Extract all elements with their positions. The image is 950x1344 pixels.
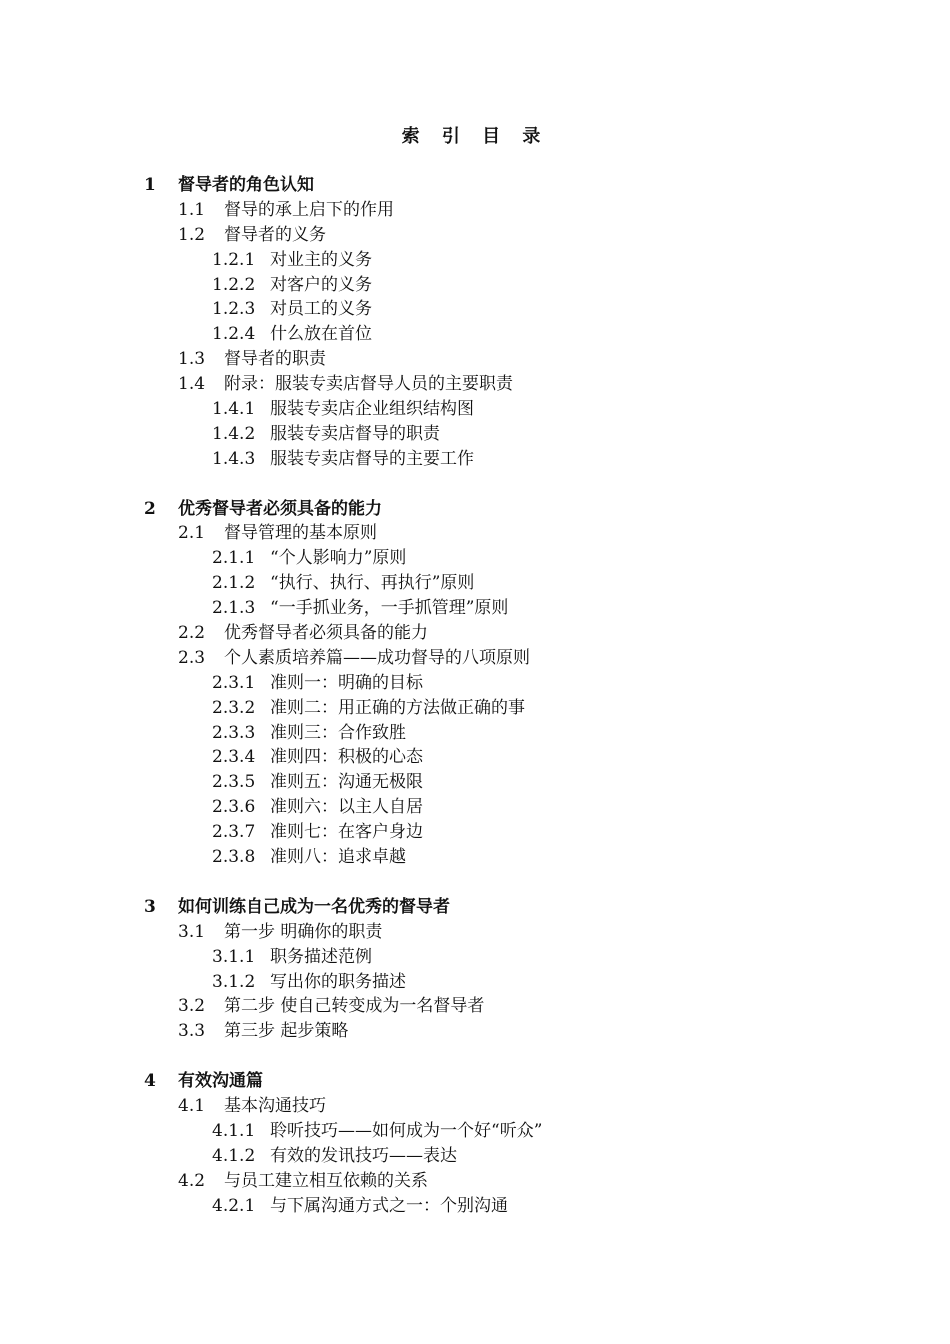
toc-entry-title: 准则二：用正确的方法做正确的事 — [270, 697, 525, 718]
toc-entry-title: 如何训练自己成为一名优秀的督导者 — [178, 896, 450, 917]
toc-entry-title: 准则四：积极的心态 — [270, 747, 423, 768]
toc-subsection — [0, 273, 950, 298]
toc-entry-number: 1.2.4 — [212, 324, 256, 345]
toc-entry-title: 督导者的义务 — [224, 224, 326, 245]
toc-entry-title: 准则七：在客户身边 — [270, 822, 423, 843]
toc-entry-title: 与下属沟通方式之一：个别沟通 — [270, 1195, 508, 1216]
toc-entry-title: 优秀督导者必须具备的能力 — [178, 498, 382, 519]
toc-entry-title: 督导者的角色认知 — [178, 175, 314, 195]
toc-entry-title: 对业主的义务 — [270, 249, 372, 270]
toc-entry-number: 1.2.1 — [212, 249, 256, 270]
toc-entry-title: 第三步 起步策略 — [224, 1021, 349, 1042]
toc-section — [0, 621, 950, 646]
toc-entry-title: “个人影响力”原则 — [270, 548, 407, 569]
toc-entry-number: 2 — [144, 498, 156, 519]
toc-entry-number: 1.4.2 — [212, 423, 256, 444]
toc-chapter — [0, 497, 950, 522]
toc-section — [0, 994, 950, 1019]
toc-entry-number: 4.2 — [178, 1170, 206, 1191]
toc-section — [0, 347, 950, 372]
toc-entry-title: 督导的承上启下的作用 — [224, 199, 394, 220]
toc-entry-title: 督导者的职责 — [224, 349, 326, 370]
toc-entry-number: 3.1.2 — [212, 971, 256, 992]
toc-entry-title: 服装专卖店督导的主要工作 — [270, 448, 474, 469]
toc-entry-number: 1.2 — [178, 224, 206, 245]
toc-subsection — [0, 546, 950, 571]
toc-entry-title: 职务描述范例 — [270, 946, 372, 967]
toc-entry-number: 3.2 — [178, 996, 206, 1017]
toc-entry-title: “执行、执行、再执行”原则 — [270, 573, 475, 594]
toc-section — [0, 920, 950, 945]
toc-entry-title: 有效的发讯技巧——表达 — [270, 1145, 457, 1166]
toc-entry-title: 第二步 使自己转变成为一名督导者 — [224, 996, 485, 1017]
toc-entry-title: 写出你的职务描述 — [270, 971, 406, 992]
toc-entry-number: 1 — [144, 175, 156, 195]
toc-entry-number: 2.3.4 — [212, 747, 256, 768]
toc-subsection — [0, 770, 950, 795]
toc-entry-number: 2.3.7 — [212, 822, 256, 843]
toc-entry-title: 服装专卖店企业组织结构图 — [270, 399, 474, 420]
toc-entry-number: 3.1 — [178, 921, 206, 942]
toc-entry-title: 第一步 明确你的职责 — [224, 921, 383, 942]
toc-entry-number: 1.4 — [178, 374, 206, 395]
toc-entry-number: 3.1.1 — [212, 946, 256, 967]
toc-section — [0, 1019, 950, 1044]
toc-entry-title: 什么放在首位 — [270, 324, 372, 345]
toc-subsection — [0, 447, 950, 472]
toc-entry-number: 3 — [144, 896, 156, 917]
toc-entry-number: 2.3.2 — [212, 697, 256, 718]
toc-entry-title: 准则六：以主人自居 — [270, 797, 423, 818]
toc-entry-number: 1.2.2 — [212, 274, 256, 295]
toc-chapter — [0, 895, 950, 920]
toc-entry-number: 4.1.1 — [212, 1120, 256, 1141]
toc-chapter — [0, 173, 950, 198]
toc-subsection — [0, 1194, 950, 1219]
toc-entry-title: 与员工建立相互依赖的关系 — [224, 1170, 428, 1191]
toc-entry-title: 个人素质培养篇——成功督导的八项原则 — [224, 647, 530, 668]
toc-subsection — [0, 248, 950, 273]
toc-subsection — [0, 596, 950, 621]
toc-entry-title: 对员工的义务 — [270, 299, 372, 320]
toc-subsection — [0, 397, 950, 422]
toc-entry-title: “一手抓业务，一手抓管理”原则 — [270, 598, 509, 619]
toc-entry-number: 1.2.3 — [212, 299, 256, 320]
toc-chapter — [0, 1069, 950, 1094]
toc-entry-title: 服装专卖店督导的职责 — [270, 423, 440, 444]
toc-entry-number: 1.4.1 — [212, 399, 256, 420]
toc-entry-number: 2.1.1 — [212, 548, 256, 569]
toc-section — [0, 646, 950, 671]
toc-section — [0, 372, 950, 397]
toc-subsection — [0, 1144, 950, 1169]
toc-subsection — [0, 820, 950, 845]
toc-subsection — [0, 945, 950, 970]
toc-entry-number: 2.1.3 — [212, 598, 256, 619]
toc-entry-title: 督导管理的基本原则 — [224, 523, 377, 544]
toc-entry-number: 1.3 — [178, 349, 206, 370]
toc-entry-number: 4.1 — [178, 1095, 206, 1116]
toc-entry-number: 2.3.1 — [212, 672, 256, 693]
toc-section — [0, 198, 950, 223]
toc-entry-title: 基本沟通技巧 — [224, 1095, 326, 1116]
toc-subsection — [0, 322, 950, 347]
toc-entry-title: 准则一：明确的目标 — [270, 672, 423, 693]
toc-entry-title: 有效沟通篇 — [178, 1071, 263, 1092]
toc-subsection — [0, 1119, 950, 1144]
toc-subsection — [0, 795, 950, 820]
toc-subsection — [0, 970, 950, 995]
toc-entry-number: 2.3.3 — [212, 722, 256, 743]
toc-subsection — [0, 671, 950, 696]
toc-entry-number: 2.3.6 — [212, 797, 256, 818]
toc-entry-title: 优秀督导者必须具备的能力 — [224, 623, 428, 644]
toc-entry-number: 4.2.1 — [212, 1195, 256, 1216]
toc-entry-number: 1.1 — [178, 199, 206, 220]
toc-section — [0, 223, 950, 248]
section-gap — [0, 472, 950, 497]
section-gap — [0, 870, 950, 895]
toc-entry-number: 2.3.8 — [212, 847, 256, 868]
toc-subsection — [0, 845, 950, 870]
toc-subsection — [0, 422, 950, 447]
toc-entry-number: 3.3 — [178, 1021, 206, 1042]
toc-entry-title: 聆听技巧——如何成为一个好“听众” — [270, 1120, 543, 1141]
section-gap — [0, 1044, 950, 1069]
toc-entry-number: 1.4.3 — [212, 448, 256, 469]
toc-subsection — [0, 721, 950, 746]
toc-subsection — [0, 297, 950, 322]
toc-entry-title: 准则三：合作致胜 — [270, 722, 406, 743]
page-title: 索 引 目 录 — [401, 126, 549, 147]
toc-subsection — [0, 696, 950, 721]
toc-subsection — [0, 571, 950, 596]
toc-entry-number: 4.1.2 — [212, 1145, 256, 1166]
toc-entry-title: 附录：服装专卖店督导人员的主要职责 — [224, 374, 513, 395]
table-of-contents — [0, 173, 950, 1218]
toc-entry-number: 2.1 — [178, 523, 206, 544]
toc-entry-title: 对客户的义务 — [270, 274, 372, 295]
toc-entry-title: 准则五：沟通无极限 — [270, 772, 423, 793]
toc-entry-number: 2.2 — [178, 623, 206, 644]
toc-subsection — [0, 745, 950, 770]
toc-section — [0, 1169, 950, 1194]
toc-section — [0, 1094, 950, 1119]
toc-entry-number: 4 — [144, 1071, 156, 1092]
toc-entry-number: 2.3 — [178, 647, 206, 668]
toc-entry-title: 准则八：追求卓越 — [270, 847, 406, 868]
toc-section — [0, 521, 950, 546]
toc-entry-number: 2.1.2 — [212, 573, 256, 594]
toc-entry-number: 2.3.5 — [212, 772, 256, 793]
